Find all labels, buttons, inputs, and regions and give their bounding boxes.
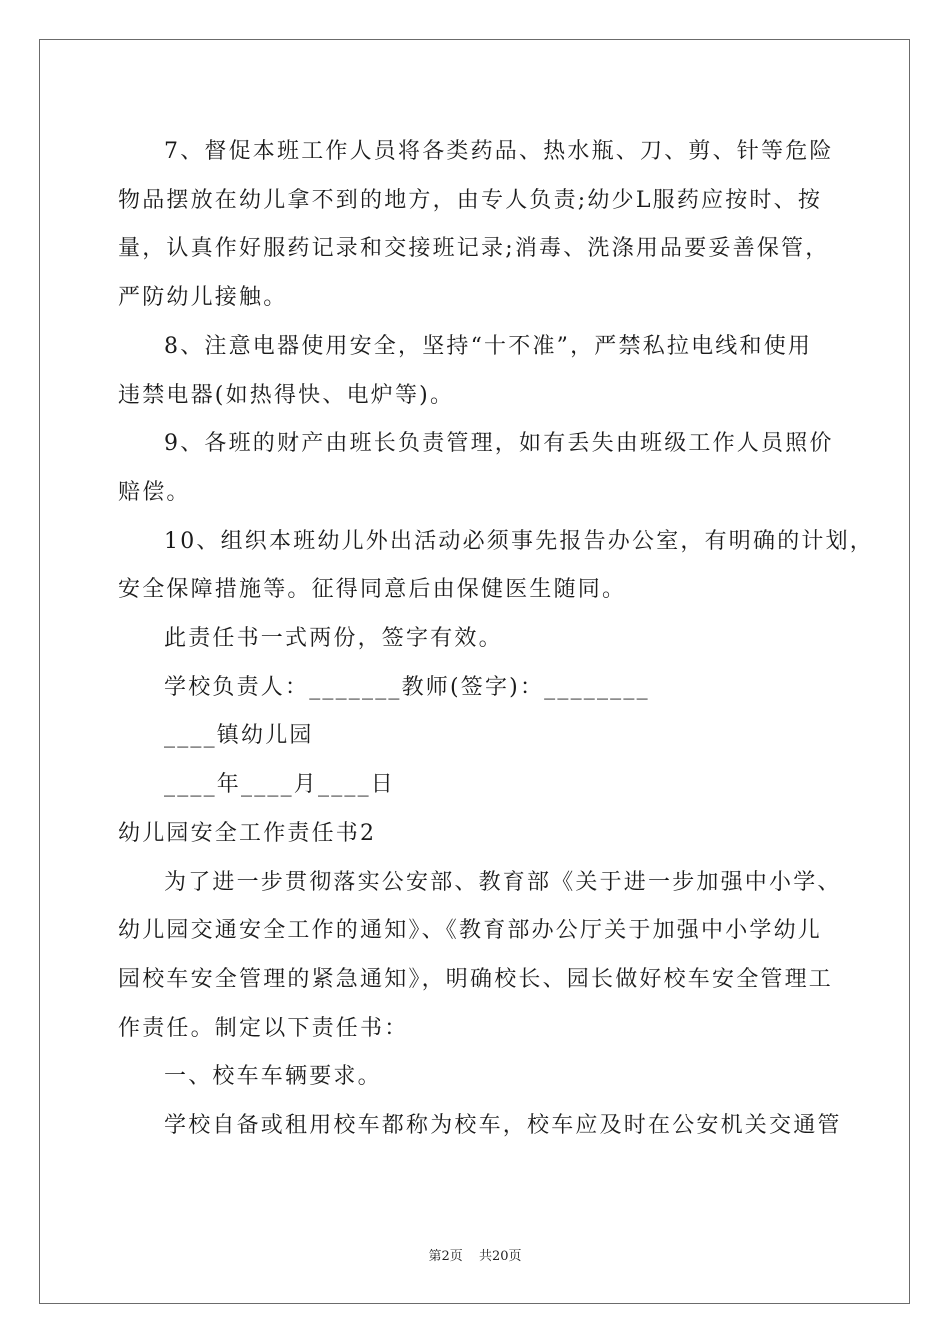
paragraph-line-first: ____镇幼儿园: [164, 723, 314, 749]
paragraph-line: 作责任。制定以下责任书：: [118, 1015, 409, 1041]
page-number: 第2页: [428, 1249, 463, 1264]
paragraph-line: 违禁电器(如热得快、电炉等)。: [118, 382, 455, 408]
paragraph-line: 赔偿。: [118, 479, 191, 505]
paragraph-line-first: 为了进一步贯彻落实公安部、教育部《关于进一步加强中小学、: [164, 869, 842, 895]
paragraph-line-first: 幼儿园安全工作责任书2: [118, 820, 377, 846]
page-total: 共20页: [478, 1249, 522, 1264]
paragraph-line: 安全保障措施等。征得同意后由保健医生随同。: [118, 577, 627, 603]
document-body: [118, 128, 874, 1151]
paragraph-line-first: 8、注意电器使用安全，坚持“十不准”，严禁私拉电线和使用: [164, 333, 813, 359]
paragraph-line-first: ____年____月____日: [164, 772, 396, 798]
paragraph-line-first: 学校负责人：_______教师(签字)：________: [164, 674, 650, 700]
paragraph-line-first: 一、校车车辆要求。: [164, 1064, 382, 1090]
paragraph-line: 园校车安全管理的紧急通知》，明确校长、园长做好校车安全管理工: [118, 966, 834, 992]
paragraph-line-first: 7、督促本班工作人员将各类药品、热水瓶、刀、剪、针等危险: [164, 139, 834, 164]
paragraph-line: 严防幼儿接触。: [118, 285, 288, 311]
page-footer: [0, 1245, 950, 1264]
paragraph-line: 物品摆放在幼儿拿不到的地方，由专人负责;幼少L服药应按时、按: [118, 187, 823, 213]
paragraph-line-first: 9、各班的财产由班长负责管理，如有丢失由班级工作人员照价: [164, 431, 834, 457]
paragraph-line-first: 10、组织本班幼儿外出活动必须事先报告办公室，有明确的计划，: [164, 528, 874, 554]
paragraph-line: 量，认真作好服药记录和交接班记录;消毒、洗涤用品要妥善保管，: [118, 236, 830, 262]
paragraph-line: 幼儿园交通安全工作的通知》、《教育部办公厅关于加强中小学幼儿: [118, 918, 823, 944]
paragraph-line-first: 此责任书一式两份，签字有效。: [164, 626, 503, 652]
paragraph-line-first: 学校自备或租用校车都称为校车，校车应及时在公安机关交通管: [164, 1113, 842, 1139]
